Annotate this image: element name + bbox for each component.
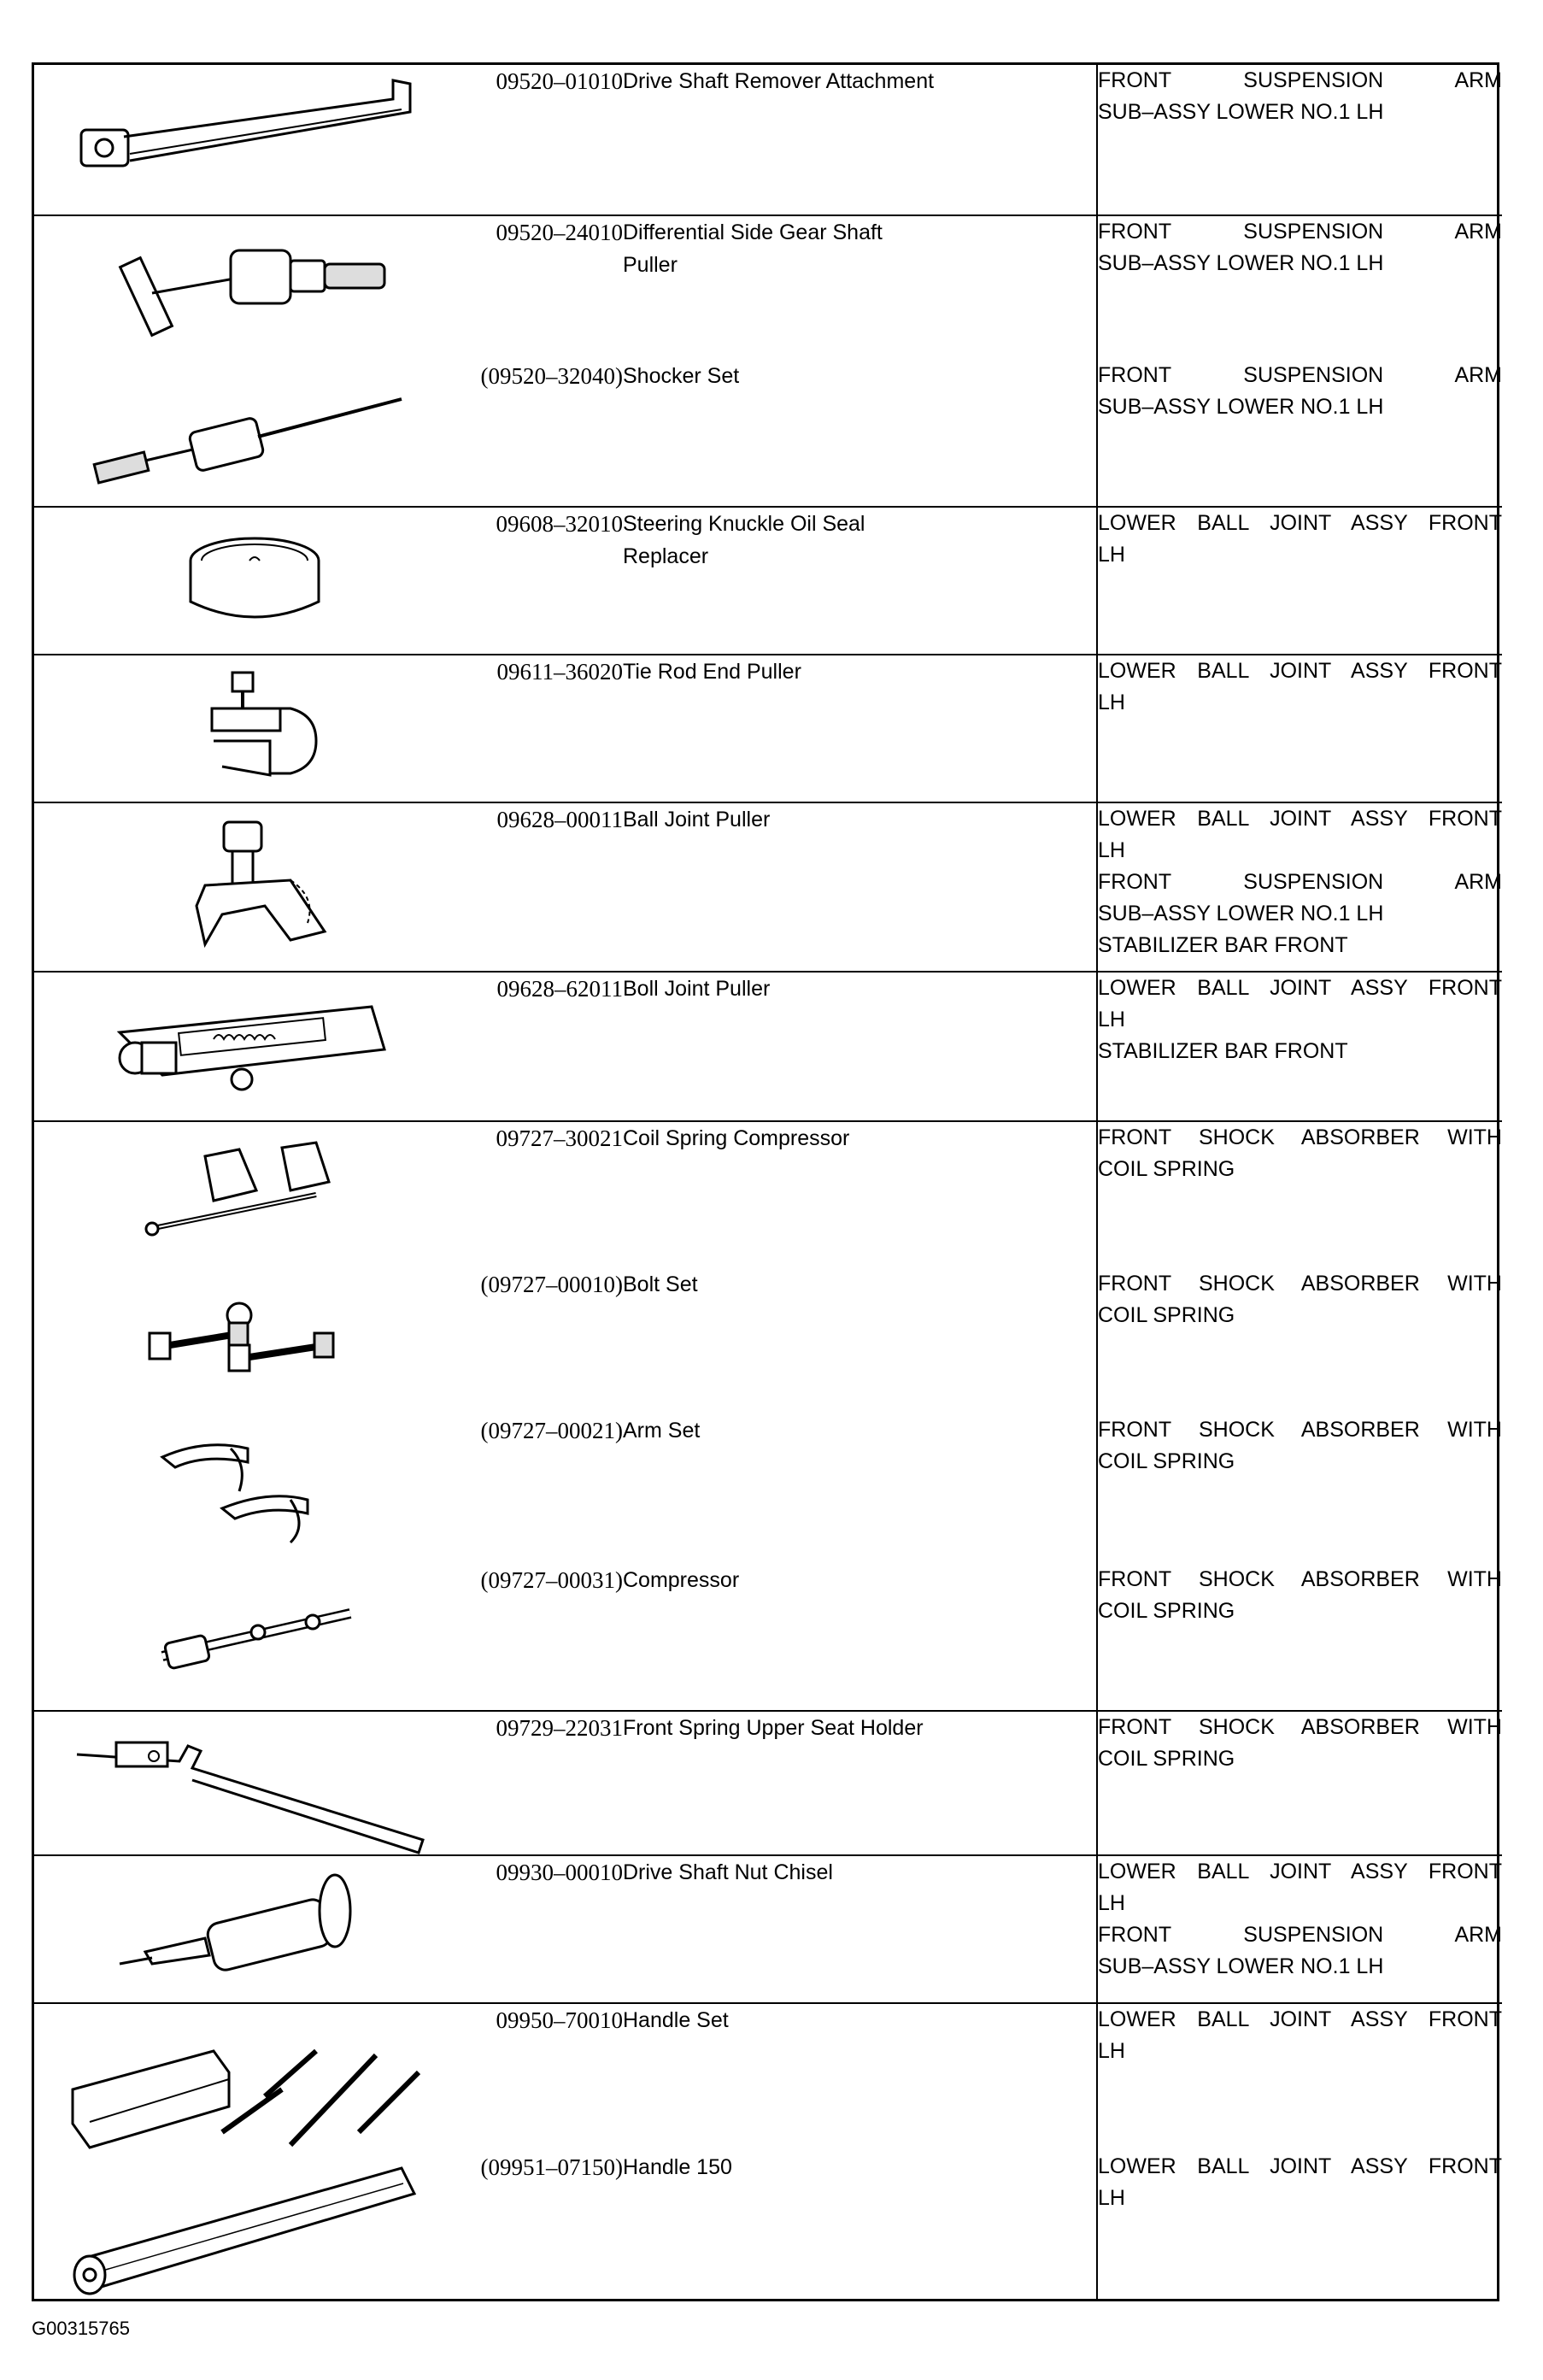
tool-illustration-cell [34,1711,443,1855]
tool-usage-line: LOWER BALL JOINT ASSY FRONT [1098,807,1502,831]
tool-usage-line: COIL SPRING [1098,1303,1235,1327]
tool-name: Drive Shaft Remover Attachment [623,65,1097,215]
tool-usage-cell [1097,1855,1502,2003]
tool-usage-line: FRONT SUSPENSION ARM [1098,1923,1502,1947]
tool-name: Front Spring Upper Seat Holder [623,1711,1097,1855]
slide-hammer-icon [34,360,443,506]
coil-spring-compressor-icon [34,1122,443,1268]
tool-usage-cell [1097,360,1502,507]
tool-part-number: (09727–00021) [480,1418,623,1443]
tool-illustration-cell [34,360,443,507]
tool-part-number: 09611–36020 [443,655,623,802]
tool-usage-line: FRONT SUSPENSION ARM [1098,68,1502,92]
tool-illustration-cell [34,1414,443,1564]
tool-usage-line: LH [1098,690,1125,714]
tool-usage-line: FRONT SHOCK ABSORBER WITH [1098,1125,1502,1149]
boll-joint-puller-icon [34,973,443,1120]
tool-usage-line: FRONT SUSPENSION ARM [1098,220,1502,244]
tool-row [34,360,1502,507]
tool-usage-line: STABILIZER BAR FRONT [1098,1039,1348,1063]
tool-usage-line: LH [1098,838,1125,862]
tool-part-number: (09727–00031) [443,1564,623,1711]
tool-name: Drive Shaft Nut Chisel [623,1855,1097,2003]
tool-usage-cell [1097,655,1502,802]
tool-usage-line: FRONT SHOCK ABSORBER WITH [1098,1272,1502,1296]
tool-name: Coil Spring Compressor [623,1126,850,1150]
tool-usage-line: SUB–ASSY LOWER NO.1 LH [1098,1954,1384,1978]
tool-illustration-cell [34,1855,443,2003]
tool-usage-line: LOWER BALL JOINT ASSY FRONT [1098,976,1502,1000]
tool-name: Shocker Set [623,360,1097,507]
tool-name: Steering Knuckle Oil Seal Replacer [623,507,1097,655]
tool-row [34,2151,1502,2299]
spring-seat-holder-icon [34,1712,443,1854]
tool-illustration-cell [34,215,443,360]
tool-usage-line: FRONT SHOCK ABSORBER WITH [1098,1418,1502,1442]
tool-illustration-cell [34,1268,443,1414]
tool-usage-line: STABILIZER BAR FRONT [1098,933,1348,957]
tool-row [34,1564,1502,1711]
tool-illustration-cell [34,2003,443,2151]
tool-illustration-cell [34,507,443,655]
tool-row [34,1414,1502,1564]
tool-usage-line: COIL SPRING [1098,1747,1235,1771]
tool-name: Boll Joint Puller [623,972,1097,1121]
tool-usage-line: SUB–ASSY LOWER NO.1 LH [1098,395,1384,419]
tool-usage-line: LOWER BALL JOINT ASSY FRONT [1098,2007,1502,2031]
tool-row [34,1121,1502,1268]
tool-usage-line: LH [1098,2039,1125,2063]
tool-name: Compressor [623,1564,1097,1711]
tool-usage-line: LH [1098,1891,1125,1915]
figure-id: G00315765 [32,2318,130,2339]
gear-shaft-puller-icon [34,216,443,360]
tool-usage-line: LOWER BALL JOINT ASSY FRONT [1098,1860,1502,1883]
tool-row [34,215,1502,360]
tool-usage-line: COIL SPRING [1098,1449,1235,1473]
tool-row [34,655,1502,802]
handle-150-icon [34,2151,443,2299]
tool-usage-line: FRONT SHOCK ABSORBER WITH [1098,1715,1502,1739]
tool-row [34,507,1502,655]
tool-row [34,1855,1502,2003]
tool-part-number: 09628–62011 [443,972,623,1121]
tool-name: Differential Side Gear Shaft Puller [623,220,883,277]
special-service-tools-table [32,62,1502,2301]
tool-usage-cell [1097,2003,1502,2151]
tool-usage-line: COIL SPRING [1098,1599,1235,1623]
tool-usage-line: FRONT SUSPENSION ARM [1098,870,1502,894]
tools-table [34,65,1502,2299]
tool-name: Tie Rod End Puller [623,655,1097,802]
tool-usage-line: FRONT SUSPENSION ARM [1098,363,1502,387]
handle-set-icon [34,2004,443,2151]
oil-seal-replacer-icon [34,508,443,654]
tie-rod-end-puller-icon [34,655,443,802]
tool-usage-cell [1097,1414,1502,1564]
tool-illustration-cell [34,2151,443,2299]
tool-part-number: 09608–32010 [443,507,623,655]
compressor-icon [34,1564,443,1710]
tool-usage-line: SUB–ASSY LOWER NO.1 LH [1098,902,1384,926]
tool-row [34,1268,1502,1414]
tool-usage-line: LOWER BALL JOINT ASSY FRONT [1098,659,1502,683]
tool-usage-cell [1097,1121,1502,1268]
tool-part-number: 09950–70010 [496,2007,623,2033]
tool-usage-line: SUB–ASSY LOWER NO.1 LH [1098,251,1384,275]
tool-name: Handle 150 [623,2155,732,2179]
tool-usage-line: LOWER BALL JOINT ASSY FRONT [1098,2154,1502,2178]
tool-part-number: 09520–01010 [443,65,623,215]
nut-chisel-icon [34,1856,443,2002]
tool-usage-cell [1097,65,1502,215]
drive-shaft-remover-attachment-icon [34,65,443,214]
ball-joint-puller-icon [34,803,443,971]
tool-usage-cell [1097,802,1502,972]
tool-usage-cell [1097,1711,1502,1855]
tool-row [34,65,1502,215]
tool-usage-line: LH [1098,2186,1125,2210]
tool-illustration-cell [34,972,443,1121]
tool-usage-line: LH [1098,1008,1125,1031]
tool-usage-line: COIL SPRING [1098,1157,1235,1181]
tool-part-number: (09520–32040) [443,360,623,507]
tool-usage-line: SUB–ASSY LOWER NO.1 LH [1098,100,1384,124]
tool-part-number: 09628–00011 [443,802,623,972]
tool-usage-line: FRONT SHOCK ABSORBER WITH [1098,1567,1502,1591]
tool-usage-line: LOWER BALL JOINT ASSY FRONT [1098,511,1502,535]
tool-name: Handle Set [623,2008,729,2032]
tool-illustration-cell [34,1121,443,1268]
tools-table-body [34,65,1502,2299]
tool-part-number: 09729–22031 [443,1711,623,1855]
tool-usage-cell [1097,1268,1502,1414]
tool-part-number: 09727–30021 [496,1125,623,1151]
tool-name: Bolt Set [623,1272,698,1296]
tool-usage-cell [1097,215,1502,360]
tool-part-number: (09951–07150) [480,2154,623,2180]
tool-name: Arm Set [623,1419,701,1443]
tool-row [34,2003,1502,2151]
tool-illustration-cell [34,65,443,215]
tool-usage-cell [1097,507,1502,655]
tool-part-number: 09930–00010 [443,1855,623,2003]
tool-part-number: (09727–00010) [480,1272,623,1297]
tool-name: Ball Joint Puller [623,802,1097,972]
tool-row [34,1711,1502,1855]
tool-usage-cell [1097,1564,1502,1711]
tool-illustration-cell [34,1564,443,1711]
tool-usage-cell [1097,2151,1502,2299]
tool-row [34,802,1502,972]
tool-row [34,972,1502,1121]
tool-usage-line: LH [1098,543,1125,567]
tool-illustration-cell [34,802,443,972]
tool-part-number: 09520–24010 [496,220,623,245]
tool-illustration-cell [34,655,443,802]
tool-usage-cell [1097,972,1502,1121]
bolt-set-icon [34,1268,443,1414]
arm-set-icon [34,1414,443,1564]
